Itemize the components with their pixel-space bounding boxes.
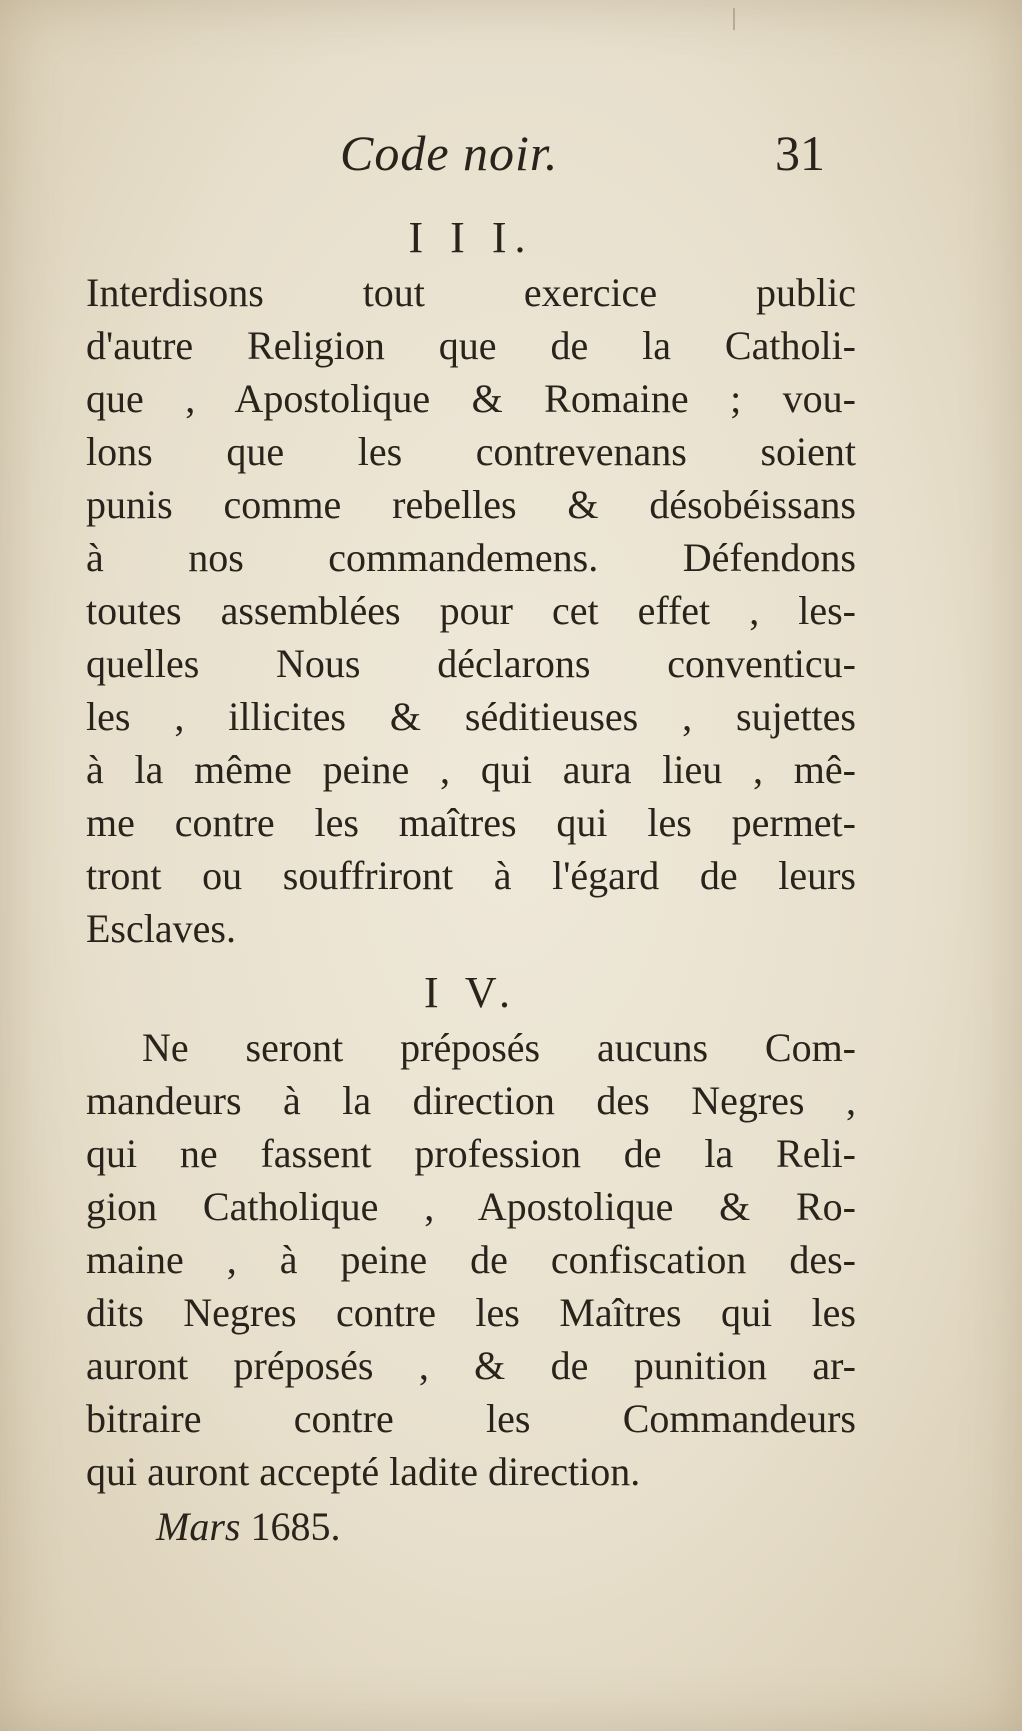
text-line: mandeurs à la direction des Negres ,	[86, 1078, 856, 1123]
date-month: Mars	[156, 1504, 241, 1549]
text-line: Ne seront préposés aucuns Com-	[142, 1025, 856, 1070]
text-line: les , illicites & séditieuses , sujettes	[86, 694, 856, 739]
text-line: qui ne fassent profession de la Reli-	[86, 1131, 856, 1176]
date-line	[86, 1500, 856, 1553]
article-heading-iii: I I I.	[408, 213, 534, 262]
text-line: que , Apostolique & Romaine ; vou-	[86, 376, 856, 421]
running-head	[0, 118, 1022, 188]
text-line: auront préposés , & de punition ar-	[86, 1343, 856, 1388]
text-line: me contre les maîtres qui les permet-	[86, 800, 856, 845]
article-heading-iv: I V.	[424, 968, 518, 1017]
date-year: 1685.	[250, 1504, 341, 1549]
text-line: Esclaves.	[86, 906, 236, 951]
article-iv-body	[86, 1021, 856, 1498]
text-line: à la même peine , qui aura lieu , mê-	[86, 747, 856, 792]
running-title: Code noir.	[340, 125, 559, 181]
text-line: lons que les contrevenans soient	[86, 429, 856, 474]
page-number: 31	[775, 125, 825, 181]
article-iii-body	[86, 266, 856, 955]
text-line: Interdisons tout exercice public	[86, 270, 856, 315]
text-line: punis comme rebelles & désobéissans	[86, 482, 856, 527]
text-line: bitraire contre les Commandeurs	[86, 1396, 856, 1441]
text-line: toutes assemblées pour cet effet , les-	[86, 588, 856, 633]
text-line: d'autre Religion que de la Catholi-	[86, 323, 856, 368]
text-line: à nos commandemens. Défendons	[86, 535, 856, 580]
text-block	[86, 210, 856, 1553]
text-line: qui auront accepté ladite direction.	[86, 1449, 641, 1494]
text-line: dits Negres contre les Maîtres qui les	[86, 1290, 856, 1335]
text-line: gion Catholique , Apostolique & Ro-	[86, 1184, 856, 1229]
text-line: maine , à peine de confiscation des-	[86, 1237, 856, 1282]
text-line: tront ou souffriront à l'égard de leurs	[86, 853, 856, 898]
text-line: quelles Nous déclarons conventicu-	[86, 641, 856, 686]
paper-mark	[733, 8, 735, 30]
